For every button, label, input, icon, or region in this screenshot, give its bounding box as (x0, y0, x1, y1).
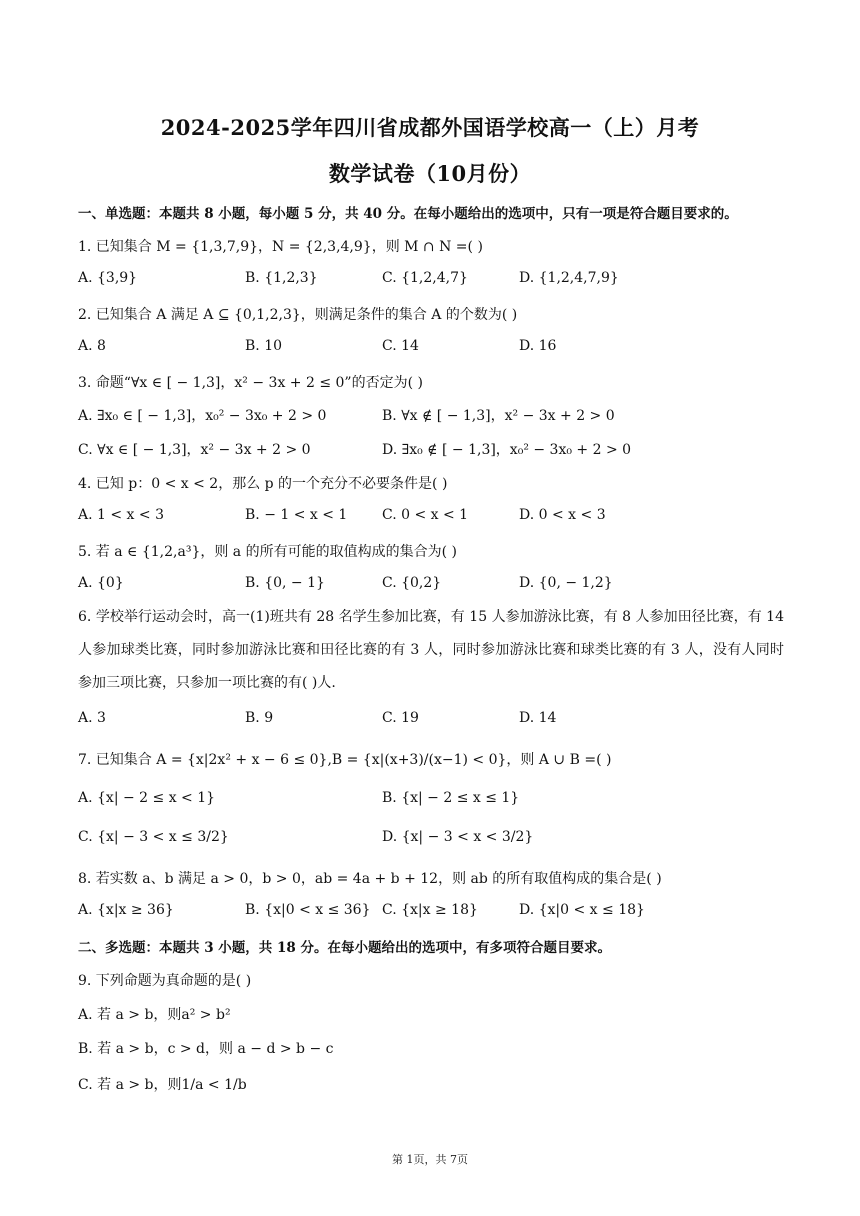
exam-subtitle: 数学试卷（10月份） (328, 161, 532, 186)
question-3-option-a: A. ∃x₀ ∈ [ − 1,3]，x₀² − 3x₀ + 2 > 0 (78, 408, 327, 424)
question-8-option-a: A. {x|x ≥ 36} (78, 902, 174, 918)
question-4-option-a: A. 1 < x < 3 (78, 507, 164, 523)
question-9-option-c: C. 若 a > b，则1/a < 1/b (78, 1077, 247, 1093)
question-2-option-a: A. 8 (78, 338, 106, 354)
question-5-stem: 5. 若 a ∈ {1,2,a³}，则 a 的所有可能的取值构成的集合为( ) (78, 544, 457, 560)
question-4-option-b: B. − 1 < x < 1 (245, 507, 348, 523)
question-1-option-d: D. {1,2,4,7,9} (519, 270, 619, 286)
question-1-option-c: C. {1,2,4,7} (382, 270, 468, 286)
question-3-option-b: B. ∀x ∉ [ − 1,3]，x² − 3x + 2 > 0 (382, 408, 615, 424)
question-5-option-b: B. {0, − 1} (245, 575, 325, 591)
question-6-option-a: A. 3 (78, 710, 106, 726)
question-6-option-d: D. 14 (519, 710, 557, 726)
question-3-stem: 3. 命题“∀x ∈ [ − 1,3]，x² − 3x + 2 ≤ 0”的否定为( ) (78, 375, 423, 391)
section-multi-choice: 二、多选题：本题共 3 小题，共 18 分。在每小题给出的选项中，有多项符合题目要求。 (78, 940, 611, 956)
question-6-stem: 6. 学校举行运动会时，高一(1)班共有 28 名学生参加比赛，有 15 人参加游泳比赛，有 8 人参加田径比赛，有 14 人参加球类比赛，同时参加游泳比赛和田径比赛的有 3 人，同时参加游泳比赛和球类比赛的有 3 人，没有人同时参加三项比赛，只参加一项比赛的有( )人. (78, 609, 784, 691)
question-2-option-c: C. 14 (382, 338, 419, 354)
page-footer: 第 1页，共 7页 (392, 1153, 468, 1166)
question-8-option-b: B. {x|0 < x ≤ 36} (245, 902, 371, 918)
question-6-option-b: B. 9 (245, 710, 274, 726)
question-2-stem: 2. 已知集合 A 满足 A ⊆ {0,1,2,3}，则满足条件的集合 A 的个数为( ) (78, 307, 518, 323)
question-4-option-c: C. 0 < x < 1 (382, 507, 469, 523)
question-5-option-d: D. {0, − 1,2} (519, 575, 613, 591)
section-single-choice: 一、单选题：本题共 8 小题，每小题 5 分，共 40 分。在每小题给出的选项中，只有一项是符合题目要求的。 (78, 206, 738, 222)
question-7-option-c: C. {x| − 3 < x ≤ 3/2} (78, 829, 229, 845)
question-9-option-a: A. 若 a > b，则a² > b² (78, 1007, 231, 1023)
question-4-stem: 4. 已知 p：0 < x < 2，那么 p 的一个充分不必要条件是( ) (78, 476, 448, 492)
question-9-stem: 9. 下列命题为真命题的是( ) (78, 973, 252, 989)
question-8-option-c: C. {x|x ≥ 18} (382, 902, 478, 918)
question-5-option-a: A. {0} (78, 575, 124, 591)
question-3-option-d: D. ∃x₀ ∉ [ − 1,3]，x₀² − 3x₀ + 2 > 0 (382, 442, 632, 458)
question-6-option-c: C. 19 (382, 710, 419, 726)
question-5-option-c: C. {0,2} (382, 575, 442, 591)
question-1-option-a: A. {3,9} (78, 270, 138, 286)
question-8-option-d: D. {x|0 < x ≤ 18} (519, 902, 645, 918)
question-1-stem: 1. 已知集合 M = {1,3,7,9}，N = {2,3,4,9}，则 M ∩ N =( ) (78, 239, 483, 255)
question-8-stem: 8. 若实数 a、b 满足 a > 0，b > 0，ab = 4a + b + 12，则 ab 的所有取值构成的集合是( ) (78, 871, 662, 887)
question-7-option-b: B. {x| − 2 ≤ x ≤ 1} (382, 790, 520, 806)
question-7-option-a: A. {x| − 2 ≤ x < 1} (78, 790, 216, 806)
question-1-option-b: B. {1,2,3} (245, 270, 318, 286)
question-7-stem: 7. 已知集合 A = {x|2x² + x − 6 ≤ 0},B = {x|(x+3)/(x−1) < 0}，则 A ∪ B =( ) (78, 752, 612, 768)
question-4-option-d: D. 0 < x < 3 (519, 507, 606, 523)
question-7-option-d: D. {x| − 3 < x < 3/2} (382, 829, 534, 845)
question-9-option-b: B. 若 a > b，c > d，则 a − d > b − c (78, 1041, 334, 1057)
question-3-option-c: C. ∀x ∈ [ − 1,3]，x² − 3x + 2 > 0 (78, 442, 311, 458)
exam-title: 2024-2025学年四川省成都外国语学校高一（上）月考 (160, 115, 700, 140)
question-2-option-b: B. 10 (245, 338, 283, 354)
question-2-option-d: D. 16 (519, 338, 557, 354)
